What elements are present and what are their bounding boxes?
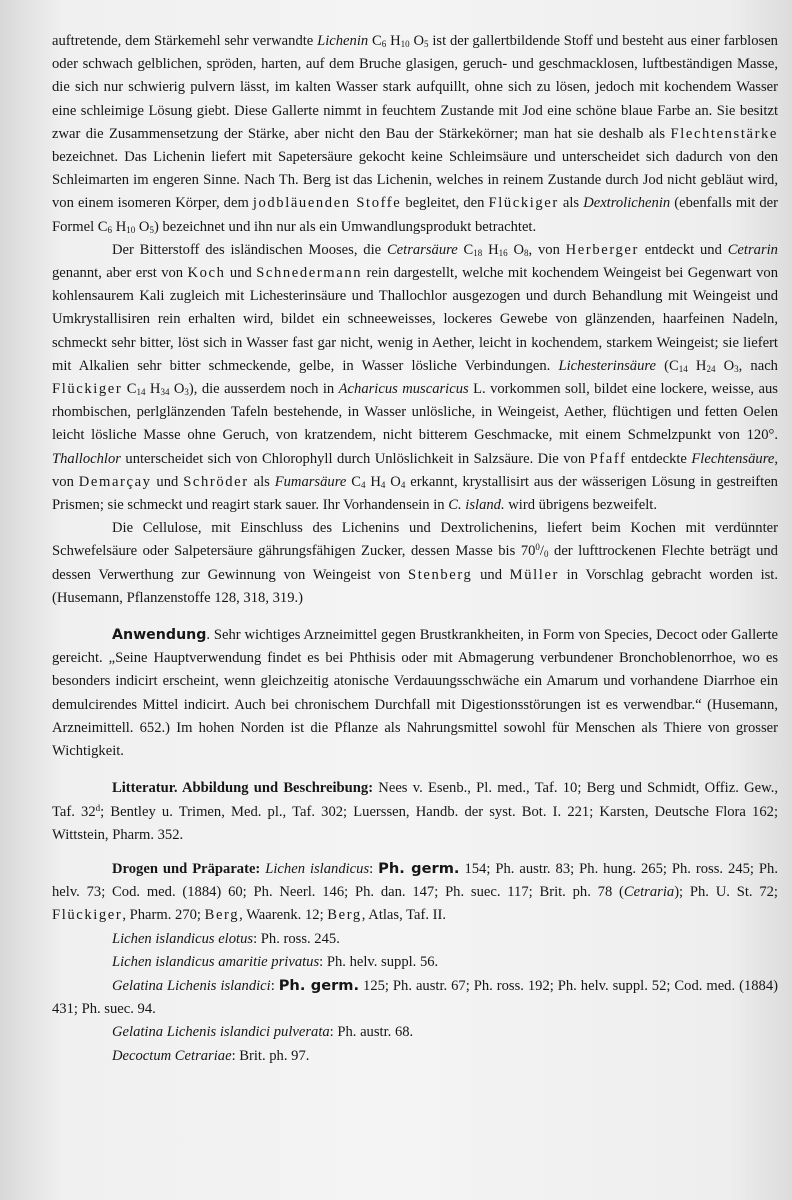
section-heading-anwendung: Anwendung (112, 627, 207, 644)
paragraph-drogen: Drogen und Präparate: Lichen islandicus: Ph. germ. 154; Ph. austr. 83; Ph. hung. 265; Ph. ross. 245; Ph. helv. 73; Cod. med. (1884) 60; Ph. Neerl. 146; Ph. dan. 147; Ph. suec. 117; Brit. ph. 78 (Cetraria); Ph. U. St. 72; Flückiger, Pharm. 270; Berg, Waarenk. 12; Berg, Atlas, Taf. II. (52, 859, 778, 924)
entry-decoctum: Decoctum Cetrariae: Brit. ph. 97. (112, 1047, 310, 1064)
paragraph-anwendung: Anwendung. Sehr wichtiges Arzneimittel gegen Brustkrankheiten, in Form von Species, Decoct oder Gallerte gereicht. „Seine Hauptverwendung findet es bei Phthisis oder mit Abmagerung verbundener Bronchoblenorrhoe, wo es besonders indicirt erscheint, wenn gleichzeitig atonische Verdauungsschwäche ein Amarum und vorhandene Diarrhoe ein demulcirendes Mittel indicirt. Auch bei chronischem Durchfall mit Digestionsstörungen ist es verwendbar.“ (Husemann, Arzneimittell. 652.) Im hohen Norden ist die Pflanze als Nahrungsmittel sowohl für Menschen als Thiere von grosser Wichtigkeit. (52, 627, 778, 760)
paragraph-bitterstoff: Der Bitterstoff des isländischen Mooses, die Cetrarsäure $C_{18}$ $H_{16}$ $O_8$, von Herberger entdeckt und Cetrarin genannt, aber erst von Koch und Schnedermann rein dargestellt, welche mit kochendem Weingeist bei Gegenwart von kohlensaurem Kali zugleich mit Lichesterinsäure und Thallochlor ausgezogen und durch Behandlung mit Weingeist und Umkrystallisiren rein erhalten wird, bildet ein schneeweisses, lockeres Gewebe von glänzenden, haarfeinen Nadeln, schmeckt sehr bitter, löst sich in Wasser fast gar nicht, wenig in Aether, leicht in kochendem, starkem Weingeist; sie liefert mit Alkalien sehr bitter schmeckende, gelbe, in Wasser lösliche Verbindungen. Lichesterinsäure ($C_{14}$ $H_{24}$ $O_3$, nach Flückiger $C_{14}$ $H_{34}$ $O_3$), die ausserdem noch in Acharicus muscaricus L. vorkommen soll, bildet eine lockere, weisse, aus rhombischen, perlglänzenden Tafeln bestehende, in Wasser unlösliche, in Weingeist, Aether, flüchtigen und fetten Oelen leicht lösliche Masse ohne Geruch, von kratzendem, nicht bitterem Geschmacke, mit einem Schmelzpunkt von 120°. Thallochlor unterscheidet sich von Chlorophyll durch Unlöslichkeit in Salzsäure. Die von Pfaff entdeckte Flechtensäure, von Demarçay und Schröder als Fumarsäure $C_4$ $H_4$ $O_4$ erkannt, krystallisirt aus der wässerigen Lösung in gestreiften Prismen; sie schmeckt und reagirt stark sauer. Ihr Vorhandensein in C. island. wird übrigens bezweifelt. (52, 241, 779, 514)
paragraph-cellulose: Die Cellulose, mit Einschluss des Lichenins und Dextrolichenins, liefert beim Kochen mit verdünnter Schwefelsäure oder Salpetersäure gährungsfähigen Zucker, dessen Masse bis $70^0/_0$ der lufttrockenen Flechte beträgt und dessen Verwerthung zur Gewinnung von Weingeist von Stenberg und Müller in Vorschlag gebracht worden ist. (Husemann, Pflanzenstoffe 128, 318, 319.) (52, 520, 779, 606)
entry-gelatina: Gelatina Lichenis islandici: Ph. germ. 125; Ph. austr. 67; Ph. ross. 192; Ph. helv. suppl. 52; Cod. med. (1884) 431; Ph. suec. 94. (52, 976, 778, 1018)
paragraph-litteratur: Litteratur. Abbildung und Beschreibung: Nees v. Esenb., Pl. med., Taf. 10; Berg und Schmidt, Offiz. Gew., Taf. 32$^d$; Bentley u. Trimen, Med. pl., Taf. 302; Luerssen, Handb. der syst. Bot. I. 221; Karsten, Deutsche Flora 162; Wittstein, Pharm. 352. (52, 780, 778, 843)
entry-lichen-elotus: Lichen islandicus elotus: Ph. ross. 245. (112, 930, 340, 947)
paragraph-lichenin: auftretende, dem Stärkemehl sehr verwandte Lichenin $C_6$ $H_{10}$ $O_5$ ist der gallertbildende Stoff und besteht aus einer farblosen oder schwach gelblichen, spröden, harten, auf dem Bruche glasigen, geruch- und geschmacklosen, luftbeständigen Masse, die sich nur schwierig pulvern lässt, im kalten Wasser stark aufquillt, ohne sich zu lösen, jedoch mit kochendem Wasser eine schleimige Lösung giebt. Diese Gallerte nimmt in feuchtem Zustande mit Jod eine schöne blaue Farbe an. Sie besitzt zwar die Zusammensetzung der Stärke, aber nicht den Bau der Stärkekörner; man hat sie deshalb als Flechtenstärke bezeichnet. Das Lichenin liefert mit Sapetersäure gekocht keine Schleimsäure und unterscheidet sich dadurch von den Schleimarten im engeren Sinne. Nach Th. Berg ist das Lichenin, welches in reinem Zustande durch Jod nicht gebläut wird, von einem isomeren Körper, dem jodbläuenden Stoffe begleitet, den Flückiger als Dextrolichenin (ebenfalls mit der Formel $C_6$ $H_{10}$ $O_5$) bezeichnet und ihn nur als ein Umwandlungsprodukt betrachtet. (52, 33, 778, 235)
entry-gelatina-pulverata: Gelatina Lichenis islandici pulverata: Ph. austr. 68. (112, 1024, 414, 1041)
entry-lichen-amaritie: Lichen islandicus amaritie privatus: Ph. helv. suppl. 56. (112, 953, 439, 970)
